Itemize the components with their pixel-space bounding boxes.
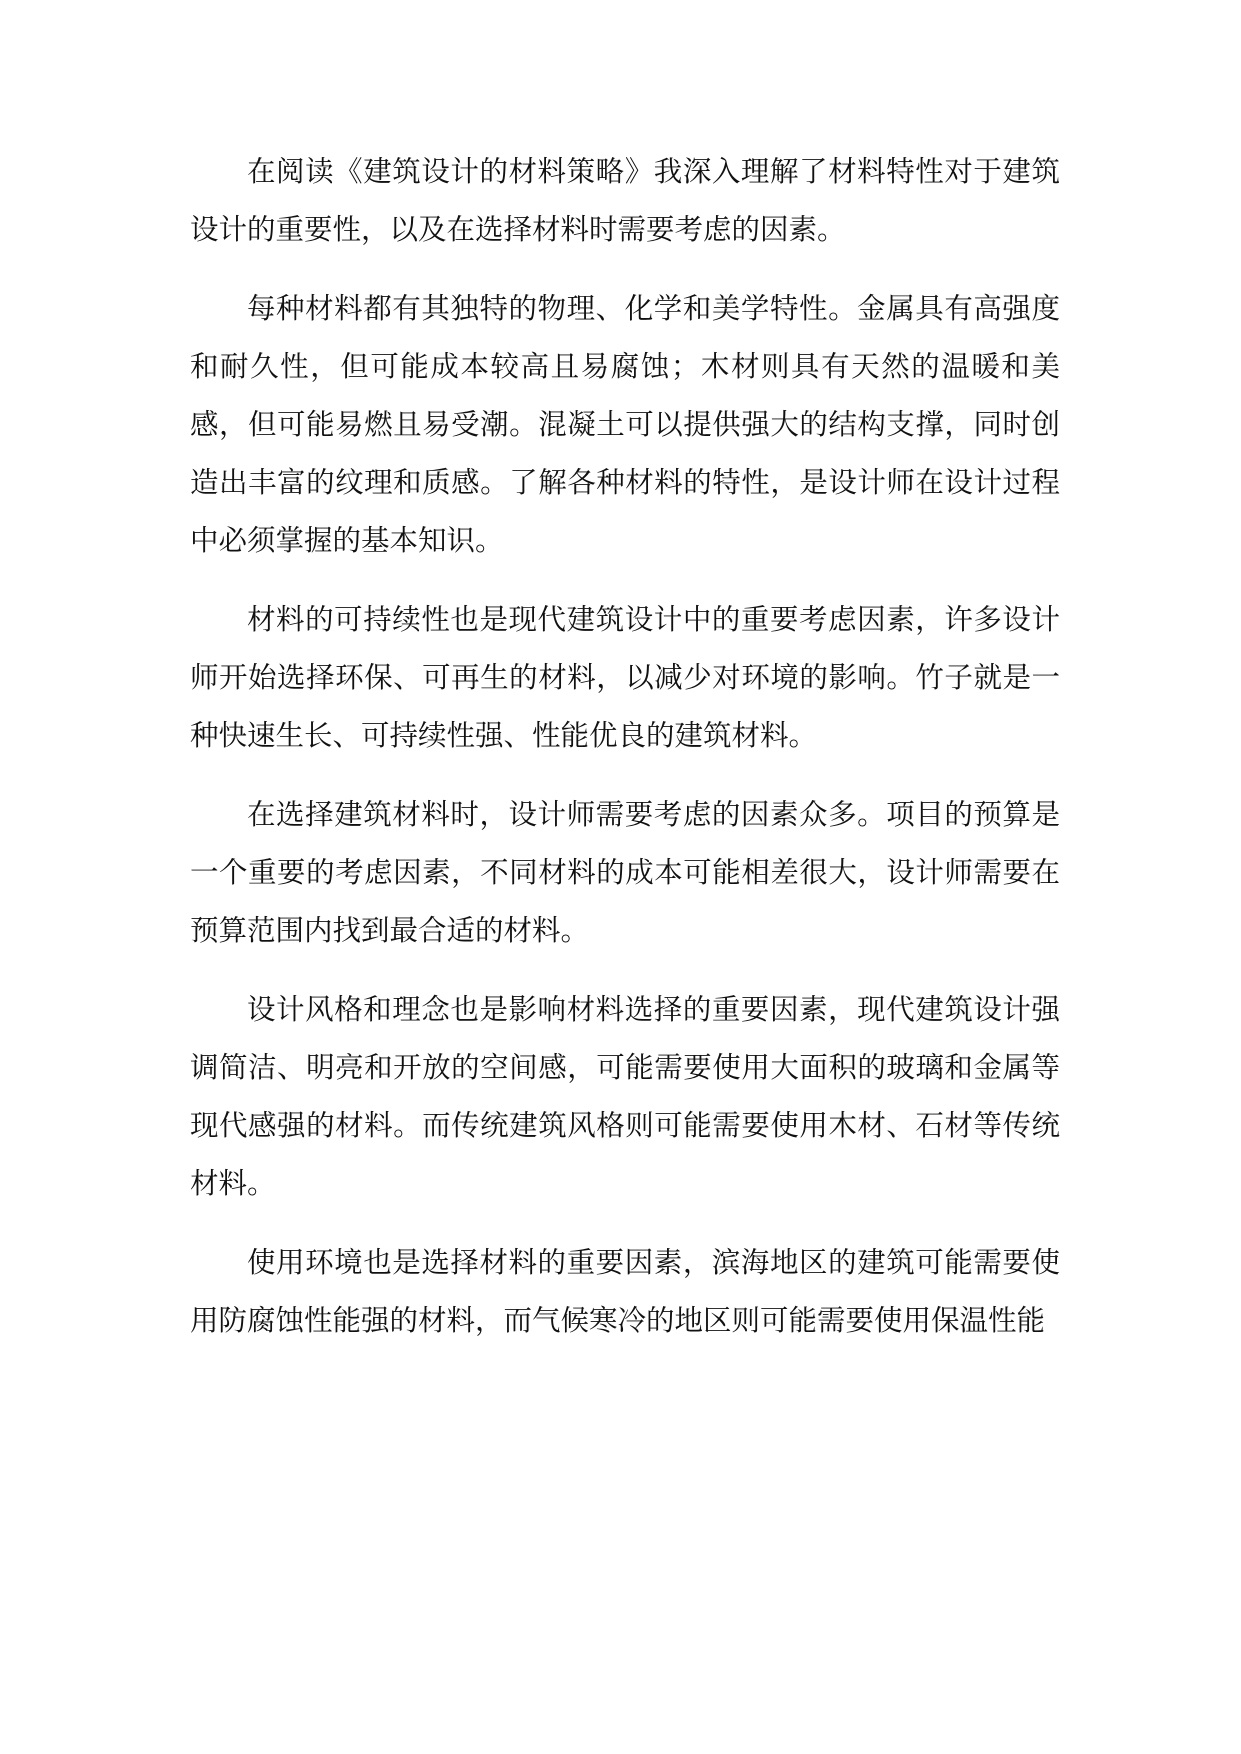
paragraph-1: 在阅读《建筑设计的材料策略》我深入理解了材料特性对于建筑设计的重要性，以及在选择材料时需要考虑的因素。 [190,155,1060,246]
paragraph-4: 在选择建筑材料时，设计师需要考虑的因素众多。项目的预算是一个重要的考虑因素，不同材料的成本可能相差很大，设计师需要在预算范围内找到最合适的材料。 [190,798,1060,947]
document-body [190,143,1060,1371]
paragraph-3: 材料的可持续性也是现代建筑设计中的重要考虑因素，许多设计师开始选择环保、可再生的材料，以减少对环境的影响。竹子就是一种快速生长、可持续性强、性能优良的建筑材料。 [190,603,1060,752]
paragraph-2: 每种材料都有其独特的物理、化学和美学特性。金属具有高强度和耐久性，但可能成本较高且易腐蚀；木材则具有天然的温暖和美感，但可能易燃且易受潮。混凝土可以提供强大的结构支撑，同时创造出丰富的纹理和质感。了解各种材料的特性，是设计师在设计过程中必须掌握的基本知识。 [190,292,1060,557]
paragraph-5: 设计风格和理念也是影响材料选择的重要因素，现代建筑设计强调简洁、明亮和开放的空间感，可能需要使用大面积的玻璃和金属等现代感强的材料。而传统建筑风格则可能需要使用木材、石材等传统材料。 [190,993,1060,1200]
paragraph-6: 使用环境也是选择材料的重要因素，滨海地区的建筑可能需要使用防腐蚀性能强的材料，而气候寒冷的地区则可能需要使用保温性能 [190,1246,1060,1337]
